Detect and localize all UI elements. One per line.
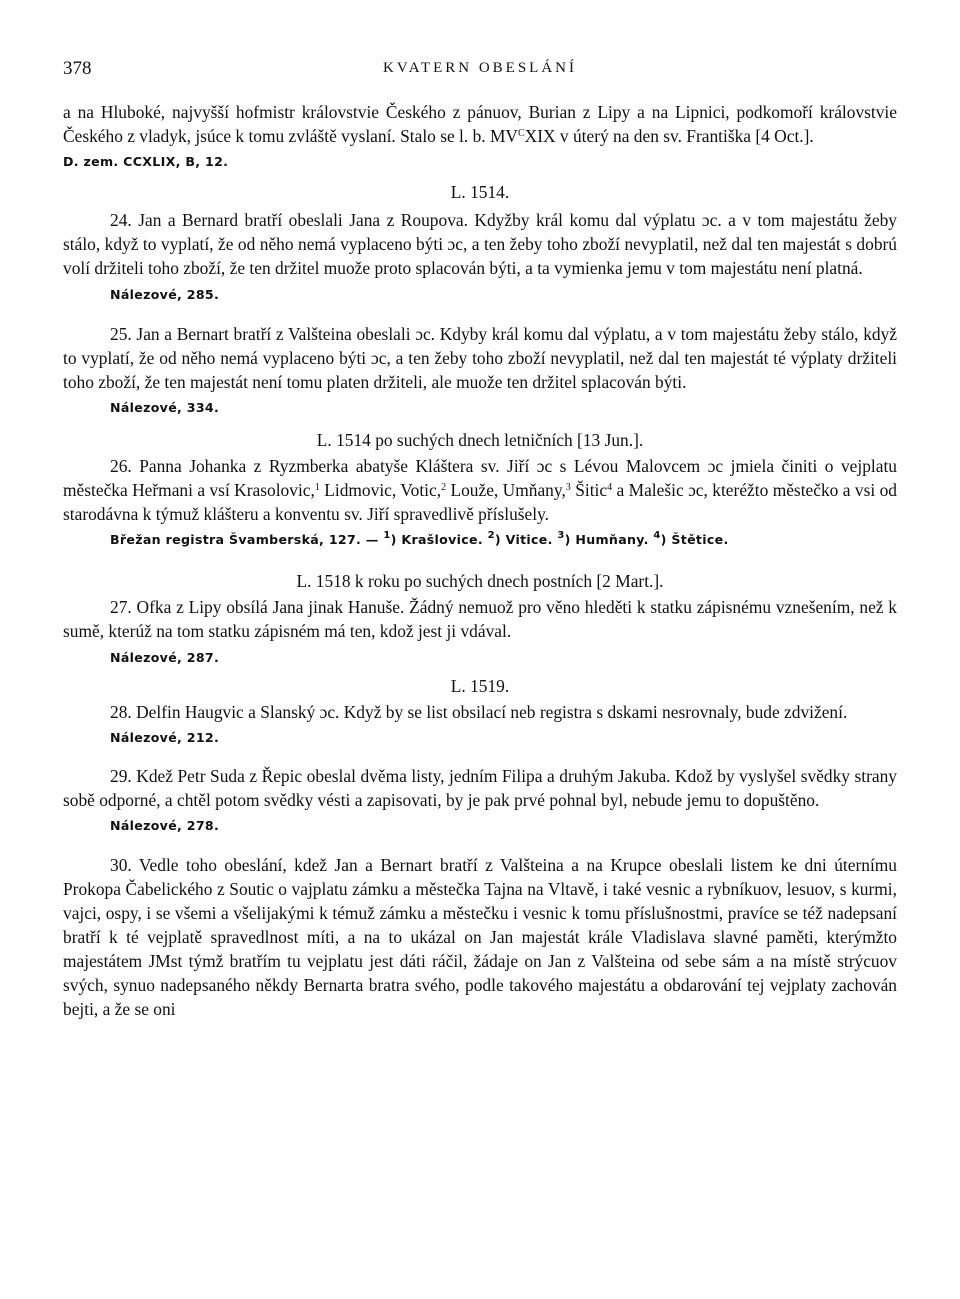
entry-28-source: Nálezové, 212. [110,729,220,745]
entry-24-source: Nálezové, 285. [110,286,220,302]
page-body [63,100,897,1022]
heading-1518: L. 1518 k roku po suchých dnech postních [2 Mart.]. [296,571,664,592]
entry-24: 24. Jan a Bernard bratří obeslali Jana z Roupova. Kdyžby král komu dal výplatu ɔc. a v tom majestátu žeby stálo, když to vyplatí, že od něho nemá vyplaceno býti ɔc, a ten žeby toho zboží nevyplatil, než dal ten majestát s dobrú volí držiteli toho zboží, že ten držitel muože proto splacován býti, a ta vymienka jemu v tom majestátu není platná. [63,210,897,279]
entry-26-text-2: Lidmovic, Votic, [319,480,442,501]
entry-29: 29. Kdež Petr Suda z Řepic obeslal dvěma listy, jedním Filipa a druhým Jakuba. Kdož by vyslyšel svědky strany sobě odporné, a chtěl potom svědky vésti a zapisovati, by je pak prvé pohnal byl, nebude jemu to dopuštěno. [63,765,897,810]
entry-26-source [63,530,897,550]
footnote-3: ) Humňany. [564,532,654,548]
entry-28: 28. Delfin Haugvic a Slanský ɔc. Když by se list obsilací neb registra s dskami nesrovnaly, bude zdvižení. [110,701,848,722]
entry-30: 30. Vedle toho obeslání, kdež Jan a Bernart bratří z Valšteina a na Krupce obeslali listem ke dni úternímu Prokopa Čabelického z Soutic o vajplatu zámku a městečka Tajna na Vltavě, i také vesnic a rybníkuov, lesuov, s kurmi, vajci, ospy, i se všemi a všelijakými k témuž zámku a městečku i vesnic k tomu příslušnostmi, pravíce se též nadepsaní bratří k té vejplatě spravedlnost míti, a na to ukázal on Jan majestát krále Vladislava slavné paměti, kterýmžto majestátem JMst týmž bratřím tu vejplatu jest dáti ráčil, žádaje on Jan z Valšteina od sebe sám a na místě strýcuov svých, synuo nadepsaného někdy Bernarta bratra svého, podle takového majestátu a obdarování tej vejplaty zachován bejti, a že se oni [63,854,897,1020]
entry-25-source: Nálezové, 334. [110,399,220,415]
intro-text-after: XIX v úterý na den sv. Františka [4 Oct.]. [524,126,814,147]
entry-26-text-4: Šitic [570,480,608,501]
heading-1514: L. 1514. [450,182,510,203]
entry-26-text-3: Louže, Umňany, [446,480,566,501]
entry-29-source: Nálezové, 278. [110,817,220,833]
running-title: KVATERN OBESLÁNÍ [383,60,577,76]
footnote-ref-1: 1 [314,482,320,494]
intro-text: a na Hluboké, najvyšší hofmistr královstvie Českého z pánuov, Burian z Lipy a na Lipnici, podkomoří královstvie Českého z vladyk, jsúce k tomu zvláště vyslaní. Stalo se l. b. MV [63,102,897,147]
entry-26-source-text: Břežan registra Švamberská, 127. — [110,532,384,548]
heading-1514-june: L. 1514 po suchých dnech letničních [13 Jun.]. [316,429,644,450]
footnote-mark-1: 1 [383,530,391,542]
footnote-mark-3: 3 [557,530,565,542]
page-number: 378 [63,58,92,79]
page-header [63,58,897,86]
heading-1519: L. 1519. [450,675,510,696]
entry-26 [63,454,897,526]
footnote-ref-4: 4 [607,482,613,494]
footnote-2: ) Vitice. [494,532,558,548]
entry-27: 27. Ofka z Lipy obsílá Jana jinak Hanuše. Žádný nemuož pro věno hleděti k statku zápisnému vznešením, než k sumě, kterúž na tom statku zápisném má ten, kdož jest ji vdával. [63,597,897,642]
intro-source: D. zem. CCXLIX, B, 12. [63,154,229,170]
footnote-4: ) Štětice. [660,532,729,548]
footnote-mark-4: 4 [653,530,661,542]
entry-27-source: Nálezové, 287. [110,649,220,665]
footnote-ref-3: 3 [565,482,571,494]
intro-paragraph [63,100,897,148]
entry-26-text-5: a Malešic ɔc, kteréžto městečko a vsi od starodávna k týmuž klášteru a konventu sv. Jiří spravedlivě příslušely. [63,480,897,525]
footnote-mark-2: 2 [487,530,495,542]
entry-25: 25. Jan a Bernart bratří z Valšteina obeslali ɔc. Kdyby král komu dal výplatu, a v tom majestátu žeby stálo, když to vyplatí, že od něho nemá vyplaceno býti ɔc, a ten žeby toho zboží nevyplatil, než dal ten majestát té výplaty držiteli toho zboží, že ten majestát není tomu platen držiteli, ale muože ten držitel splacován býti. [63,323,897,392]
intro-superscript: C [517,128,525,140]
entry-26-text-1: 26. Panna Johanka z Ryzmberka abatyše Kláštera sv. Jiří ɔc s Lévou Malovcem ɔc jmiela činiti o vejplatu městečka Heřmani a vsí Krasolovic, [63,455,897,501]
footnote-ref-2: 2 [441,482,447,494]
footnote-1: ) Krašlovice. [390,532,488,548]
